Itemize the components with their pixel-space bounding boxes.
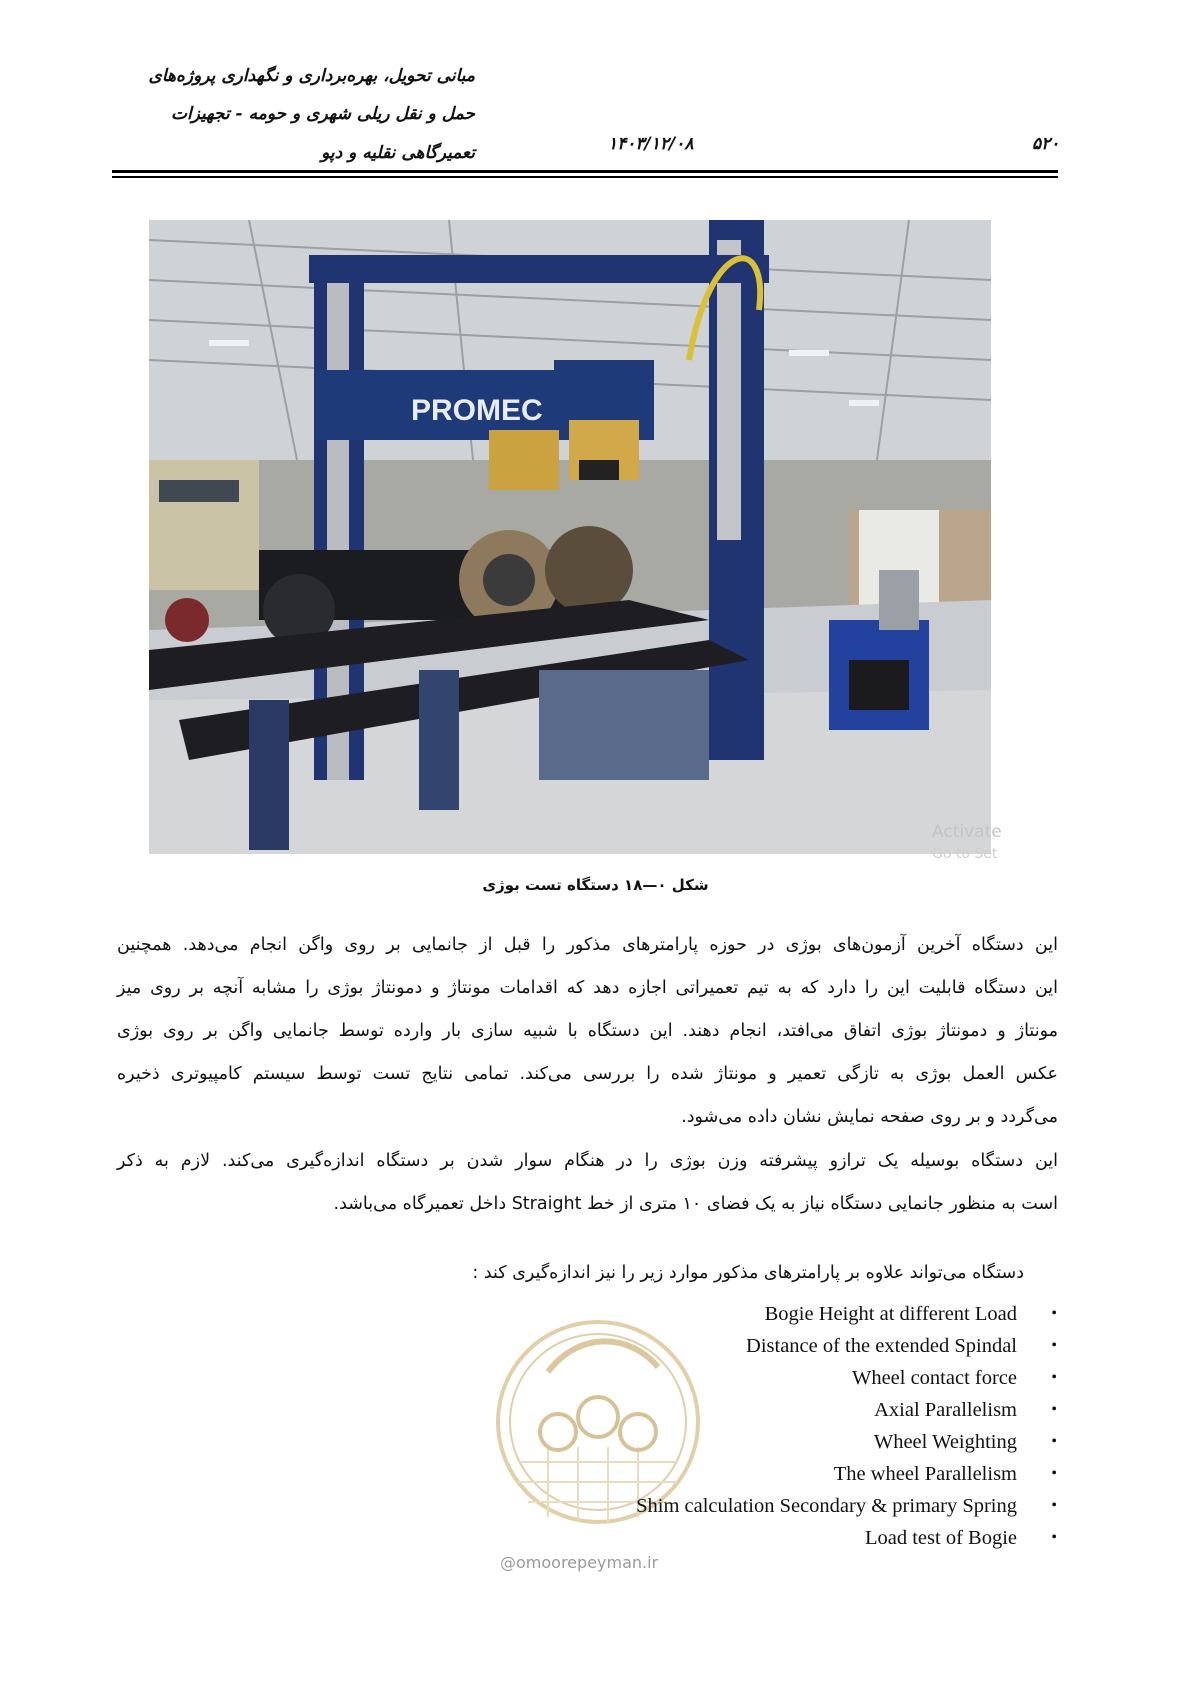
- list-item: [636, 1362, 1057, 1394]
- paragraph3-line: دستگاه می‌تواند علاوه بر پارامترهای مذکور موارد زیر را نیز اندازه‌گیری کند :: [472, 1263, 1024, 1283]
- list-item: [636, 1522, 1057, 1554]
- paragraph-bogie-test-description: [117, 924, 1058, 1139]
- bullet: •: [1051, 1433, 1057, 1450]
- page-number: ۵۲۰: [1032, 134, 1060, 154]
- list-item-label: Shim calculation Secondary & primary Spring: [636, 1495, 1017, 1517]
- header-title-line1: مبانی تحویل، بهره‌برداری و نگهداری پروژه‌های: [148, 66, 475, 86]
- bullet: •: [1051, 1369, 1057, 1386]
- activate-watermark: Activate: [932, 822, 1002, 842]
- header-rule-thick: [112, 170, 1058, 173]
- list-item-label: The wheel Parallelism: [833, 1463, 1017, 1485]
- promec-logo-text: PROMEC: [411, 394, 543, 427]
- list-item: [636, 1330, 1057, 1362]
- paragraph2-line: است به منظور جانمایی دستگاه نیاز به یک فضای ۱۰ متری از خط Straight داخل تعمیرگاه می‌باشد.: [333, 1194, 1058, 1214]
- figure-caption: شکل ۰—۱۸ دستگاه تست بوژی: [482, 876, 709, 894]
- bullet: •: [1051, 1401, 1057, 1418]
- list-item: [636, 1490, 1057, 1522]
- bullet: •: [1051, 1305, 1057, 1322]
- list-item-label: Axial Parallelism: [874, 1399, 1017, 1421]
- paragraph1-line: مونتاژ و دمونتاژ بوژی اتفاق می‌افتد، انجام دهند. این دستگاه با شبیه سازی بار وارده توسط جانمایی واگن بر روی بوژی: [117, 1021, 1058, 1041]
- list-item: [636, 1298, 1057, 1330]
- list-item-label: Wheel Weighting: [873, 1431, 1017, 1453]
- paragraph1-line: این دستگاه قابلیت این را دارد که به تیم تعمیراتی اجازه دهد که اقدامات مونتاژ و دمونتاژ بوژی را مشابه آنچه بر روی میز: [117, 978, 1058, 998]
- paragraph-scale-description: [117, 1140, 1058, 1226]
- header-title-line3: تعمیرگاهی نقلیه و دپو: [321, 143, 475, 163]
- header-title-line2: حمل و نقل ریلی شهری و حومه - تجهیزات: [170, 104, 475, 124]
- header-rule-thin: [112, 176, 1058, 178]
- paragraph-measurements-intro: [117, 1252, 1058, 1295]
- paragraph1-line: این دستگاه آخرین آزمون‌های بوژی در حوزه پارامترهای مذکور را قبل از جانمایی بر روی واگن انجام می‌دهد. همچنین: [117, 935, 1058, 955]
- list-item-label: Bogie Height at different Load: [764, 1303, 1017, 1325]
- list-item: [636, 1394, 1057, 1426]
- bogie-test-machine-photo: [149, 220, 991, 854]
- bullet: •: [1051, 1465, 1057, 1482]
- paragraph2-line: این دستگاه بوسیله یک ترازو پیشرفته وزن بوژی را در هنگام سوار شدن بر دستگاه اندازه‌گیری می‌کند. لازم به ذکر: [117, 1151, 1058, 1171]
- measurements-list: [636, 1298, 1057, 1554]
- paragraph1-line: عکس العمل بوژی به تازگی تعمیر و مونتاژ شده را بررسی می‌کند. تمامی نتایج تست توسط سیستم کامپیوتری ذخیره: [117, 1064, 1058, 1084]
- list-item-label: Wheel contact force: [851, 1367, 1017, 1389]
- header-date: ۱۴۰۳/۱۲/۰۸: [608, 134, 694, 154]
- list-item-label: Distance of the extended Spindal: [746, 1335, 1017, 1357]
- bullet: •: [1051, 1337, 1057, 1354]
- bullet: •: [1051, 1529, 1057, 1546]
- list-item: [636, 1458, 1057, 1490]
- paragraph1-line: می‌گردد و بر روی صفحه نمایش نشان داده می‌شود.: [681, 1107, 1058, 1127]
- activate-watermark-sub: Go to Set: [932, 846, 998, 862]
- bullet: •: [1051, 1497, 1057, 1514]
- list-item: [636, 1426, 1057, 1458]
- list-item-label: Load test of Bogie: [864, 1527, 1017, 1549]
- watermark-site-text: @omoorepeyman.ir: [500, 1553, 659, 1572]
